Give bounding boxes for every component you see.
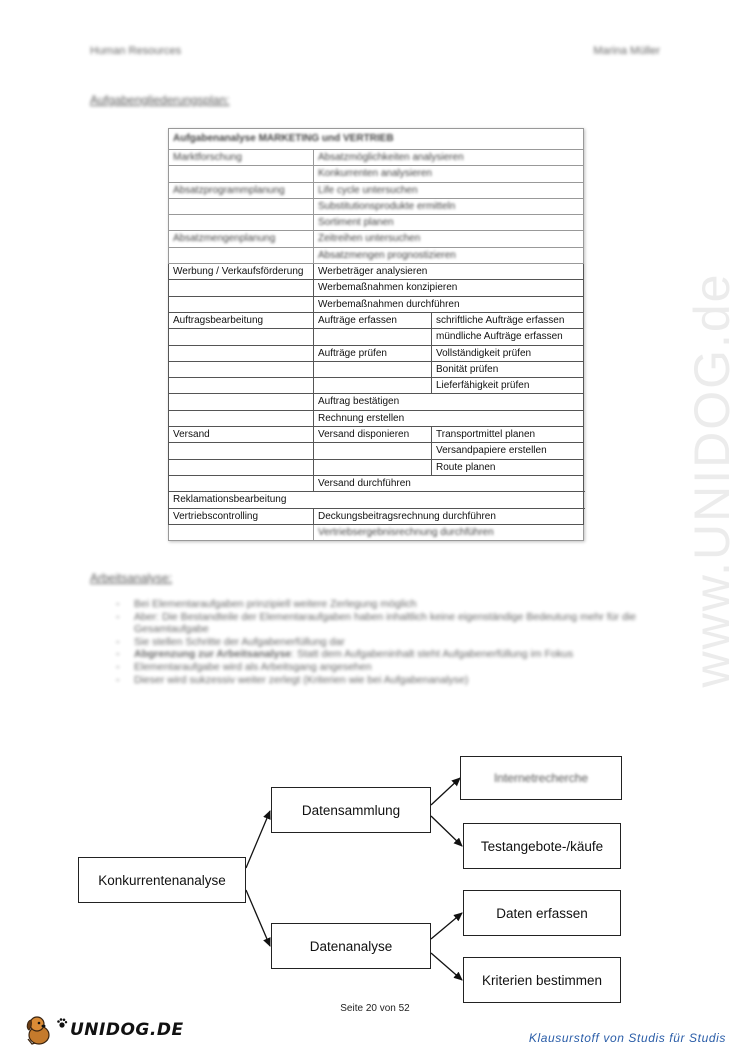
arrow-analyse-to-kriterien	[431, 953, 462, 980]
table-cell: Rechnung erstellen	[314, 410, 584, 426]
table-cell: Life cycle untersuchen	[314, 182, 584, 198]
table-row	[169, 150, 584, 166]
table-cell: Deckungsbeitragsrechnung durchführen	[314, 508, 584, 524]
table-row	[169, 410, 584, 426]
table-cell	[314, 443, 432, 459]
list-item-text: Sie stellen Schritte der Aufgabenerfüllung dar	[134, 635, 345, 648]
list-item	[110, 611, 670, 636]
list-item-text: Aber: Die Bestandteile der Elementaraufgaben haben inhaltlich keine eigenständige Bedeutung mehr für die Gesamtaufgabe	[134, 610, 637, 636]
table-row	[169, 345, 584, 361]
table-cell: Transportmittel planen	[432, 427, 584, 443]
table-cell: Aufträge prüfen	[314, 345, 432, 361]
arrow-root-to-sammlung	[246, 811, 270, 868]
table-cell: Bonität prüfen	[432, 361, 584, 377]
box-konkurrentenanalyse	[78, 857, 246, 903]
header-right: Marina Müller	[593, 45, 660, 57]
table-cell	[314, 361, 432, 377]
table-cell: Absatzprogrammplanung	[169, 182, 314, 198]
dog-icon	[22, 1013, 56, 1047]
table-cell	[169, 329, 314, 345]
table-cell: Sortiment planen	[314, 215, 584, 231]
list-item	[110, 648, 670, 661]
footer-slogan: Klausurstoff von Studis für Studis	[528, 1031, 726, 1045]
table-cell: Werbeträger analysieren	[314, 264, 584, 280]
table-head: Aufgabenanalyse MARKETING und VERTRIEB	[169, 129, 584, 150]
table-row	[169, 524, 584, 540]
table-cell: Substitutionsprodukte ermitteln	[314, 198, 584, 214]
task-table	[168, 128, 584, 541]
table-cell: Zeitreihen untersuchen	[314, 231, 584, 247]
box-label: Testangebote-/käufe	[480, 838, 604, 854]
table-cell: Vertriebscontrolling	[169, 508, 314, 524]
table-cell: Versandpapiere erstellen	[432, 443, 584, 459]
table-cell: Route planen	[432, 459, 584, 475]
logo-text: UNIDOG.DE	[70, 1020, 184, 1040]
table-cell: Versand disponieren	[314, 427, 432, 443]
table-cell: Auftrag bestätigen	[314, 394, 584, 410]
table-cell: Auftragsbearbeitung	[169, 312, 314, 328]
box-datenanalyse	[271, 923, 431, 969]
table-cell: Aufträge erfassen	[314, 312, 432, 328]
table-row	[169, 459, 584, 475]
table-row	[169, 198, 584, 214]
section-title-plan: Aufgabengliederungsplan:	[90, 93, 230, 107]
list-item	[110, 674, 670, 687]
box-label: Internetrecherche	[493, 771, 589, 785]
table-row	[169, 329, 584, 345]
table-cell	[169, 198, 314, 214]
header-left: Human Resources	[90, 45, 182, 57]
table-cell	[169, 394, 314, 410]
unidog-logo[interactable]	[22, 1013, 184, 1047]
arrow-sammlung-to-testangebote	[431, 816, 462, 846]
table-row	[169, 182, 584, 198]
box-kriterien-bestimmen	[463, 957, 621, 1003]
table-cell	[169, 524, 314, 540]
box-label: Daten erfassen	[496, 905, 588, 921]
bullet-list	[110, 598, 670, 686]
table-cell	[169, 296, 314, 312]
table-row	[169, 247, 584, 263]
list-item	[110, 598, 670, 611]
box-daten-erfassen	[463, 890, 621, 936]
table-row	[169, 475, 584, 491]
table-cell	[169, 378, 314, 394]
table-cell	[169, 361, 314, 377]
box-internetrecherche	[460, 756, 622, 800]
table-cell: Versand	[169, 427, 314, 443]
table-row	[169, 280, 584, 296]
table-cell	[314, 378, 432, 394]
table-row	[169, 312, 584, 328]
table-row	[169, 296, 584, 312]
table-cell: mündliche Aufträge erfassen	[432, 329, 584, 345]
table-cell: Absatzmengenplanung	[169, 231, 314, 247]
list-item-text: : Statt dem Aufgabeninhalt steht Aufgabenerfüllung im Fokus	[291, 648, 574, 661]
table-row	[169, 166, 584, 182]
section-title-arbeitsanalyse: Arbeitsanalyse:	[90, 571, 173, 585]
box-label: Konkurrentenanalyse	[98, 872, 226, 888]
table-cell: Vertriebsergebnisrechnung durchführen	[314, 524, 584, 540]
table-cell: Vollständigkeit prüfen	[432, 345, 584, 361]
table-cell	[169, 247, 314, 263]
table-cell	[169, 345, 314, 361]
table-row	[169, 264, 584, 280]
table-cell	[169, 280, 314, 296]
table-cell: Marktforschung	[169, 150, 314, 166]
list-item-text: Elementaraufgabe wird als Arbeitsgang angesehen	[134, 660, 372, 673]
arrow-root-to-analyse	[246, 890, 270, 946]
table-row	[169, 443, 584, 459]
arrow-analyse-to-erfassen	[431, 913, 462, 939]
table-cell	[314, 329, 432, 345]
table-cell: Konkurrenten analysieren	[314, 166, 584, 182]
table-cell	[169, 215, 314, 231]
table-cell: Absatzmöglichkeiten analysieren	[314, 150, 584, 166]
list-item-text: Bei Elementaraufgaben prinzipiell weitere Zerlegung möglich	[134, 598, 417, 610]
table-cell: Reklamationsbearbeitung	[169, 492, 584, 508]
page-number: Seite 20 von 52	[340, 1003, 410, 1014]
table-row	[169, 231, 584, 247]
box-label: Kriterien bestimmen	[481, 972, 603, 988]
box-label: Datensammlung	[301, 802, 401, 818]
table-cell: Werbung / Verkaufsförderung	[169, 264, 314, 280]
paw-icon	[56, 1017, 68, 1029]
box-label: Datenanalyse	[309, 938, 393, 954]
arrow-sammlung-to-internet	[431, 778, 460, 805]
watermark: www.UNIDOG.de	[684, 272, 740, 688]
table-cell	[169, 410, 314, 426]
table-cell: schriftliche Aufträge erfassen	[432, 312, 584, 328]
table-row	[169, 427, 584, 443]
table-cell	[314, 459, 432, 475]
box-testangebote	[463, 823, 621, 869]
list-item-bold: Abgrenzung zur Arbeitsanalyse	[134, 648, 292, 661]
table-cell: Werbemaßnahmen durchführen	[314, 296, 584, 312]
table-row	[169, 394, 584, 410]
table-cell	[169, 443, 314, 459]
table-row	[169, 492, 584, 508]
table-cell: Absatzmengen prognostizieren	[314, 247, 584, 263]
table-row	[169, 378, 584, 394]
table-cell: Werbemaßnahmen konzipieren	[314, 280, 584, 296]
table-row	[169, 508, 584, 524]
table-cell	[169, 475, 314, 491]
box-datensammlung	[271, 787, 431, 833]
table-cell	[169, 166, 314, 182]
table-cell: Lieferfähigkeit prüfen	[432, 378, 584, 394]
table-cell: Versand durchführen	[314, 475, 584, 491]
table-row	[169, 361, 584, 377]
list-item-text: Dieser wird sukzessiv weiter zerlegt (Kriterien wie bei Aufgabenanalyse)	[134, 673, 469, 686]
table-row	[169, 215, 584, 231]
table-cell	[169, 459, 314, 475]
list-item	[110, 636, 670, 649]
list-item	[110, 661, 670, 674]
